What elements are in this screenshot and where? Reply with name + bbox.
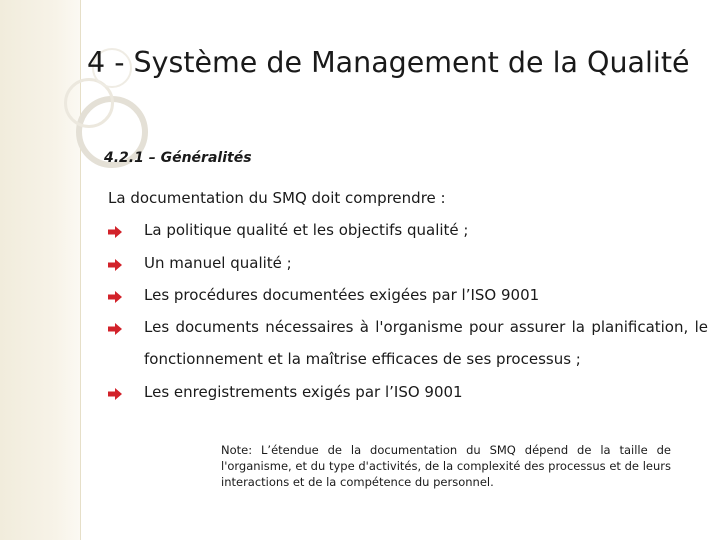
note-text: Note: L’étendue de la documentation du SMQ dépend de la taille de l'organisme, et du type d'activités, de la complexité des processus et de leurs interactions et de la compétence du personnel. xyxy=(221,443,671,489)
bullet-item xyxy=(108,254,708,280)
bullet-text: Un manuel qualité ; xyxy=(144,254,292,272)
bullet-text: Les procédures documentées exigées par l’ISO 9001 xyxy=(144,286,540,304)
side-decor-band xyxy=(0,0,80,540)
slide-title: 4 - Système de Management de la Qualité xyxy=(87,46,690,79)
bullet-item xyxy=(108,383,708,409)
bullet-item xyxy=(108,221,708,247)
bullet-item xyxy=(108,318,708,344)
bullet-text: La politique qualité et les objectifs qualité ; xyxy=(144,221,469,239)
arrow-right-icon xyxy=(108,323,122,335)
bullet-text: Les enregistrements exigés par l’ISO 9001 xyxy=(144,383,463,401)
section-heading: 4.2.1 – Généralités xyxy=(104,150,252,166)
arrow-right-icon xyxy=(108,226,122,238)
arrow-right-icon xyxy=(108,259,122,271)
arrow-right-icon xyxy=(108,291,122,303)
bullet-text-continuation: fonctionnement et la maîtrise efficaces de ses processus ; xyxy=(144,350,581,368)
bullet-item xyxy=(108,286,708,312)
bullet-text: Les documents nécessaires à l'organisme pour assurer la planification, le xyxy=(144,318,708,336)
intro-text: La documentation du SMQ doit comprendre : xyxy=(108,189,446,207)
arrow-right-icon xyxy=(108,388,122,400)
